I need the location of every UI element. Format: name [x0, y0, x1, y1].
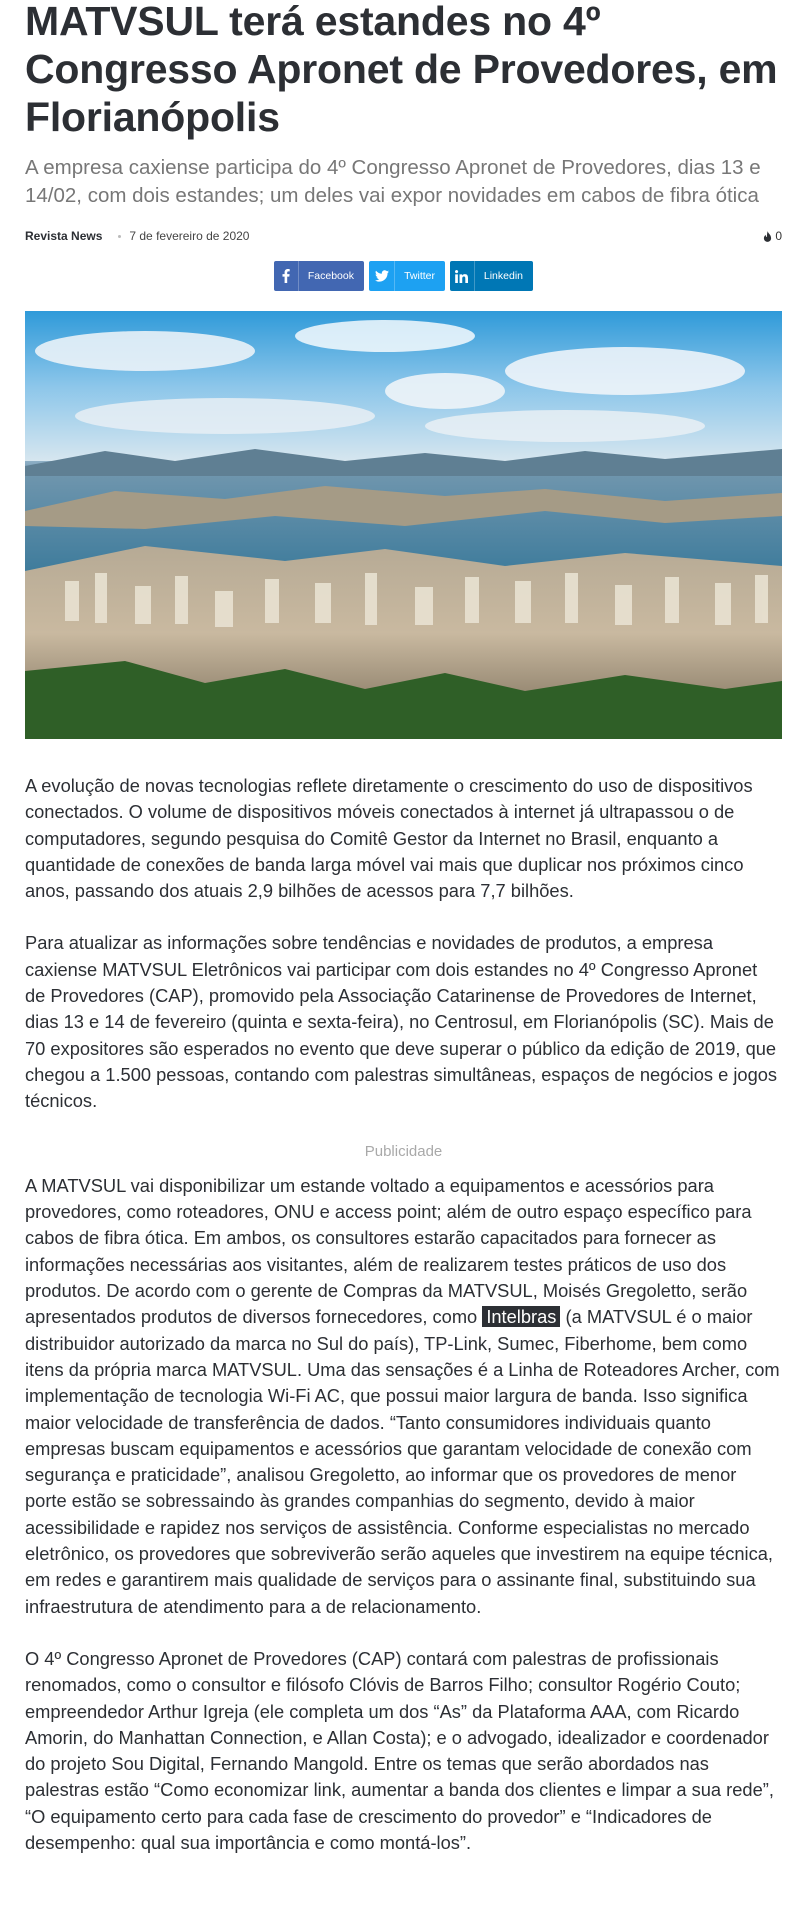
facebook-icon [274, 261, 299, 291]
paragraph: A evolução de novas tecnologias reflete diretamente o crescimento do uso de dispositivos conectados. O volume de dispositivos móveis conectados à internet já ultrapassou o de computadores, segundo pesquisa do Comitê Gestor da Internet no Brasil, enquanto a quantidade de conexões de banda larga móvel vai mais que duplicar nos próximos cinco anos, passando dos atuais 2,9 bilhões de acessos para 7,7 bilhões. [25, 775, 753, 902]
views-count [763, 229, 782, 243]
intelbras-link[interactable]: Intelbras [482, 1306, 560, 1327]
paragraph-text: (a MATVSUL é o maior distribuidor autorizado da marca no Sul do país), TP-Link, Sumec, Fiberhome, bem como itens da própria marca MATVSUL. Uma das sensações é a Linha de Roteadores Archer, com implementação de tecnologia Wi-Fi AC, que possui maior largura de banda. Isso significa maior velocidade de transferência de dados. “Tanto consumidores individuais quanto empresas buscam equipamentos e acessórios que garantam velocidade de conexão com segurança e praticidade”, analisou Gregoletto, ao informar que os provedores de menor porte estão se sobressaindo às grandes companhias do segmento, devido à maior acessibilidade e rapidez nos serviços de assistência. Conforme especialistas no mercado eletrônico, os provedores que sobreviverão serão aqueles que investirem na equipe técnica, em redes e garantirem mais qualidade de serviços para o assinante final, substituindo sua infraestrutura de atendimento para a de relacionamento. [25, 1306, 780, 1617]
linkedin-icon [450, 261, 475, 291]
flame-icon [763, 231, 772, 242]
meta-separator [118, 235, 121, 238]
twitter-label: Twitter [404, 270, 435, 282]
author-link[interactable]: Revista News [25, 229, 103, 243]
paragraph: O 4º Congresso Apronet de Provedores (CAP) contará com palestras de profissionais renomados, como o consultor e filósofo Clóvis de Barros Filho; consultor Rogério Couto; empreendedor Arthur Igreja (ele completa um dos “As” da Plataforma AAA, com Ricardo Amorin, do Manhattan Connection, e Allan Costa); e o advogado, idealizador e coordenador do projeto Sou Digital, Fernando Mangold. Entre os temas que serão abordados nas palestras estão “Como economizar link, aumentar a banda dos clientes e limpar a sua rede”, “O equipamento certo para cada fase de crescimento do provedor” e “Indicadores de desempenho: qual sua importância e como montá-los”. [25, 1647, 774, 1853]
views-number: 0 [775, 229, 782, 243]
share-buttons [25, 261, 782, 291]
ad-label: Publicidade [364, 1142, 443, 1160]
article-subtitle: A empresa caxiense participa do 4º Congresso Apronet de Provedores, dias 13 e 14/02, com dois estandes; um deles vai expor novidades em cabos de fibra ótica [25, 156, 761, 207]
post-date: 7 de fevereiro de 2020 [129, 229, 250, 243]
facebook-label: Facebook [307, 270, 354, 282]
paragraph-text: A MATVSUL vai disponibilizar um estande voltado a equipamentos e acessórios para provedores, como roteadores, ONU e access point; além de outro espaço específico para cabos de fibra ótica. Em ambos, os consultores estarão capacitados para fornecer as informações necessárias aos visitantes, além de realizarem testes práticos de uso dos produtos. De acordo com o gerente de Compras da MATVSUL, Moisés Gregoletto, serão apresentados produtos de diversos fornecedores, como [25, 1174, 752, 1328]
article-body [25, 773, 782, 1856]
featured-image [25, 311, 782, 739]
article-title: MATVSUL terá estandes no 4º Congresso Apronet de Provedores, em Florianópolis [25, 0, 778, 140]
paragraph: Para atualizar as informações sobre tendências e novidades de produtos, a empresa caxiense MATVSUL Eletrônicos vai participar com dois estandes no 4º Congresso Apronet de Provedores (CAP), promovido pela Associação Catarinense de Provedores de Internet, dias 13 e 14 de fevereiro (quinta e sexta-feira), no Centrosul, em Florianópolis (SC). Mais de 70 expositores são esperados no evento que deve superar o público da edição de 2019, que chegou a 1.500 pessoas, contando com palestras simultâneas, espaços de negócios e jogos técnicos. [25, 932, 778, 1112]
share-twitter-button[interactable] [369, 261, 445, 291]
linkedin-label: Linkedin [483, 270, 523, 282]
twitter-icon [369, 261, 395, 291]
paragraph [25, 1173, 782, 1620]
share-facebook-button[interactable] [274, 261, 364, 291]
city-panorama-image [25, 311, 782, 739]
post-meta [25, 225, 782, 247]
share-linkedin-button[interactable] [450, 261, 533, 291]
